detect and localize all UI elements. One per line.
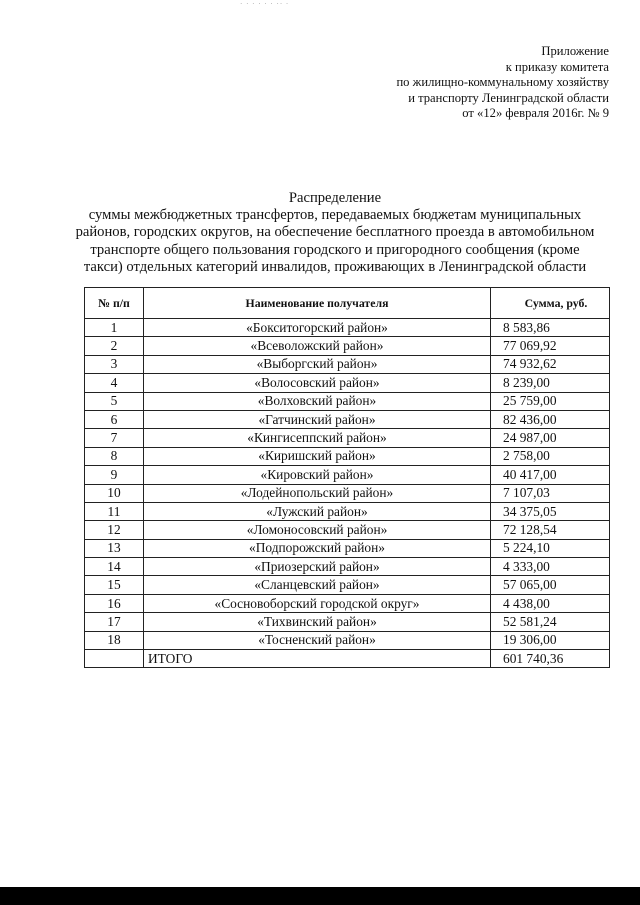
row-number: 18 bbox=[85, 631, 144, 649]
appendix-line: к приказу комитета bbox=[505, 59, 609, 74]
recipient-name: «Ломоносовский район» bbox=[144, 521, 491, 539]
table-header-row bbox=[85, 288, 610, 319]
table-row bbox=[85, 539, 610, 557]
row-number: 13 bbox=[85, 539, 144, 557]
row-number: 2 bbox=[85, 337, 144, 355]
table-row bbox=[85, 613, 610, 631]
recipient-name: «Тихвинский район» bbox=[144, 613, 491, 631]
recipient-name: «Гатчинский район» bbox=[144, 410, 491, 428]
row-number: 6 bbox=[85, 410, 144, 428]
table-row bbox=[85, 484, 610, 502]
table-row bbox=[85, 466, 610, 484]
table-row bbox=[85, 576, 610, 594]
table-row bbox=[85, 594, 610, 612]
row-number: 16 bbox=[85, 594, 144, 612]
title-line: Распределение bbox=[288, 190, 382, 206]
appendix-line: по жилищно-коммунальному хозяйству bbox=[396, 75, 609, 90]
row-number: 3 bbox=[85, 355, 144, 373]
row-number: 12 bbox=[85, 521, 144, 539]
table-row bbox=[85, 319, 610, 337]
recipient-name: «Тосненский район» bbox=[144, 631, 491, 649]
table-row bbox=[85, 410, 610, 428]
row-number: 10 bbox=[85, 484, 144, 502]
amount: 2 758,00 bbox=[491, 447, 610, 465]
recipient-name: «Кингисеппский район» bbox=[144, 429, 491, 447]
header-recipient: Наименование получателя bbox=[144, 288, 491, 319]
amount: 4 438,00 bbox=[491, 594, 610, 612]
amount: 34 375,05 bbox=[491, 502, 610, 520]
row-number: 1 bbox=[85, 319, 144, 337]
appendix-line: Приложение bbox=[541, 44, 609, 58]
title-line: районов, городских округов, на обеспечение бесплатного проезда в автомобильном bbox=[75, 224, 595, 241]
row-number: 9 bbox=[85, 466, 144, 484]
table-row bbox=[85, 558, 610, 576]
table-row bbox=[85, 374, 610, 392]
amount: 8 239,00 bbox=[491, 374, 610, 392]
amount: 57 065,00 bbox=[491, 576, 610, 594]
table-row bbox=[85, 392, 610, 410]
appendix-line: и транспорту Ленинградской области bbox=[408, 90, 609, 105]
title-line: суммы межбюджетных трансфертов, передаваемых бюджетам муниципальных bbox=[88, 207, 582, 224]
row-number: 8 bbox=[85, 447, 144, 465]
row-number: 5 bbox=[85, 392, 144, 410]
row-number: 17 bbox=[85, 613, 144, 631]
amount: 19 306,00 bbox=[491, 631, 610, 649]
recipient-name: «Волосовский район» bbox=[144, 374, 491, 392]
table-row bbox=[85, 337, 610, 355]
scan-bottom-border bbox=[0, 887, 640, 905]
amount: 24 987,00 bbox=[491, 429, 610, 447]
recipient-name: «Бокситогорский район» bbox=[144, 319, 491, 337]
amount: 4 333,00 bbox=[491, 558, 610, 576]
total-amount: 601 740,36 bbox=[491, 650, 610, 668]
row-number: 14 bbox=[85, 558, 144, 576]
amount: 25 759,00 bbox=[491, 392, 610, 410]
amount: 82 436,00 bbox=[491, 410, 610, 428]
row-number: 4 bbox=[85, 374, 144, 392]
recipient-name: «Лужский район» bbox=[144, 502, 491, 520]
recipient-name: «Волховский район» bbox=[144, 392, 491, 410]
table-row bbox=[85, 447, 610, 465]
amount: 74 932,62 bbox=[491, 355, 610, 373]
scan-artifact: · · · · · · ·· · bbox=[240, 0, 290, 8]
header-amount: Сумма, руб. bbox=[491, 288, 610, 319]
amount: 8 583,86 bbox=[491, 319, 610, 337]
title-line: такси) отдельных категорий инвалидов, проживающих в Ленинградской области bbox=[83, 258, 587, 275]
row-number: 15 bbox=[85, 576, 144, 594]
table-row bbox=[85, 631, 610, 649]
recipient-name: «Лодейнопольский район» bbox=[144, 484, 491, 502]
total-label: ИТОГО bbox=[144, 650, 491, 668]
distribution-table bbox=[84, 287, 610, 668]
title-line: транспорте общего пользования городского и пригородного сообщения (кроме bbox=[90, 241, 580, 258]
recipient-name: «Киришский район» bbox=[144, 447, 491, 465]
amount: 72 128,54 bbox=[491, 521, 610, 539]
recipient-name: «Сосновоборский городской округ» bbox=[144, 594, 491, 612]
table-row bbox=[85, 355, 610, 373]
amount: 52 581,24 bbox=[491, 613, 610, 631]
recipient-name: «Приозерский район» bbox=[144, 558, 491, 576]
table-row bbox=[85, 521, 610, 539]
table-body bbox=[85, 319, 610, 650]
amount: 5 224,10 bbox=[491, 539, 610, 557]
appendix-note bbox=[289, 44, 609, 122]
recipient-name: «Кировский район» bbox=[144, 466, 491, 484]
table-row bbox=[85, 429, 610, 447]
header-number: № п/п bbox=[85, 288, 144, 319]
amount: 77 069,92 bbox=[491, 337, 610, 355]
recipient-name: «Выборгский район» bbox=[144, 355, 491, 373]
row-number: 7 bbox=[85, 429, 144, 447]
total-row bbox=[85, 650, 610, 668]
document-title bbox=[60, 190, 610, 276]
row-number: 11 bbox=[85, 502, 144, 520]
amount: 40 417,00 bbox=[491, 466, 610, 484]
recipient-name: «Подпорожский район» bbox=[144, 539, 491, 557]
appendix-line: от «12» февраля 2016г. № 9 bbox=[462, 106, 609, 121]
total-number-cell bbox=[85, 650, 144, 668]
table-row bbox=[85, 502, 610, 520]
recipient-name: «Сланцевский район» bbox=[144, 576, 491, 594]
amount: 7 107,03 bbox=[491, 484, 610, 502]
recipient-name: «Всеволожский район» bbox=[144, 337, 491, 355]
